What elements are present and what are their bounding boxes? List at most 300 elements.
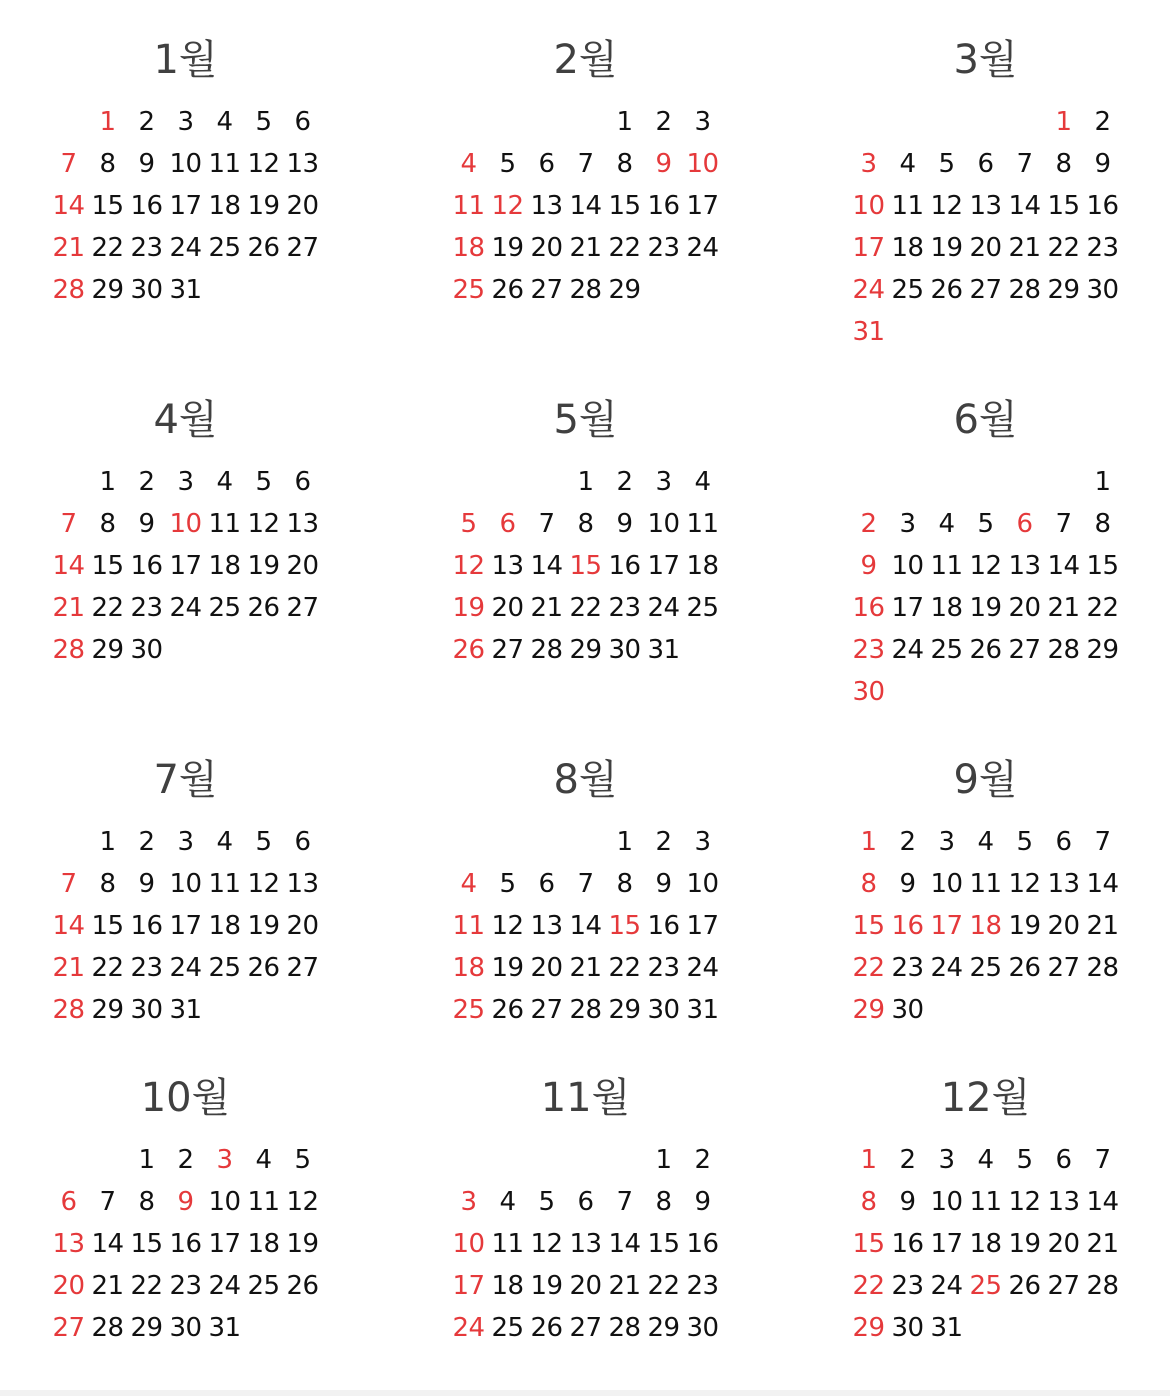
day-cell[interactable]: 29: [608, 995, 641, 1025]
day-cell[interactable]: 14: [52, 911, 85, 941]
day-cell[interactable]: 10: [647, 509, 680, 539]
day-cell[interactable]: 9: [899, 869, 916, 899]
day-cell[interactable]: 25: [452, 995, 485, 1025]
day-cell[interactable]: 19: [491, 233, 524, 263]
day-cell[interactable]: 11: [452, 911, 485, 941]
day-cell[interactable]: 28: [1047, 635, 1080, 665]
day-cell[interactable]: 17: [169, 551, 202, 581]
day-cell[interactable]: 26: [247, 233, 280, 263]
day-cell[interactable]: 17: [208, 1229, 241, 1259]
day-cell[interactable]: 5: [255, 467, 272, 497]
day-cell[interactable]: 24: [169, 593, 202, 623]
day-cell[interactable]: 18: [208, 191, 241, 221]
day-cell[interactable]: 10: [169, 149, 202, 179]
day-cell[interactable]: 10: [852, 191, 885, 221]
day-cell[interactable]: 17: [686, 191, 719, 221]
day-cell[interactable]: 20: [286, 911, 319, 941]
day-cell[interactable]: 10: [169, 509, 202, 539]
day-cell[interactable]: 27: [1008, 635, 1041, 665]
day-cell[interactable]: 2: [655, 107, 672, 137]
day-cell[interactable]: 23: [130, 593, 163, 623]
day-cell[interactable]: 17: [452, 1271, 485, 1301]
day-cell[interactable]: 28: [569, 275, 602, 305]
day-cell[interactable]: 6: [499, 509, 516, 539]
month-title[interactable]: 8월: [553, 757, 618, 803]
day-cell[interactable]: 10: [930, 869, 963, 899]
day-cell[interactable]: 6: [977, 149, 994, 179]
day-cell[interactable]: 12: [930, 191, 963, 221]
day-cell[interactable]: 8: [99, 869, 116, 899]
day-cell[interactable]: 13: [286, 509, 319, 539]
day-cell[interactable]: 5: [460, 509, 477, 539]
day-cell[interactable]: 31: [686, 995, 719, 1025]
day-cell[interactable]: 7: [60, 149, 77, 179]
day-cell[interactable]: 27: [530, 275, 563, 305]
day-cell[interactable]: 30: [169, 1313, 202, 1343]
day-cell[interactable]: 14: [91, 1229, 124, 1259]
day-cell[interactable]: 21: [52, 233, 85, 263]
day-cell[interactable]: 19: [969, 593, 1002, 623]
day-cell[interactable]: 26: [491, 995, 524, 1025]
day-cell[interactable]: 6: [538, 149, 555, 179]
day-cell[interactable]: 5: [977, 509, 994, 539]
day-cell[interactable]: 15: [130, 1229, 163, 1259]
day-cell[interactable]: 18: [247, 1229, 280, 1259]
month-title[interactable]: 2월: [553, 37, 618, 83]
day-cell[interactable]: 23: [608, 593, 641, 623]
day-cell[interactable]: 27: [1047, 953, 1080, 983]
day-cell[interactable]: 9: [1094, 149, 1111, 179]
day-cell[interactable]: 14: [1086, 869, 1119, 899]
day-cell[interactable]: 5: [499, 149, 516, 179]
day-cell[interactable]: 24: [452, 1313, 485, 1343]
day-cell[interactable]: 24: [208, 1271, 241, 1301]
day-cell[interactable]: 16: [130, 551, 163, 581]
day-cell[interactable]: 9: [177, 1187, 194, 1217]
day-cell[interactable]: 15: [852, 911, 885, 941]
month-title[interactable]: 5월: [553, 397, 618, 443]
day-cell[interactable]: 3: [938, 827, 955, 857]
day-cell[interactable]: 11: [208, 509, 241, 539]
day-cell[interactable]: 7: [1094, 827, 1111, 857]
day-cell[interactable]: 26: [452, 635, 485, 665]
month-title[interactable]: 12월: [940, 1075, 1031, 1121]
day-cell[interactable]: 22: [852, 953, 885, 983]
day-cell[interactable]: 12: [247, 149, 280, 179]
day-cell[interactable]: 23: [647, 953, 680, 983]
day-cell[interactable]: 15: [91, 551, 124, 581]
day-cell[interactable]: 30: [130, 635, 163, 665]
day-cell[interactable]: 27: [1047, 1271, 1080, 1301]
day-cell[interactable]: 16: [647, 191, 680, 221]
day-cell[interactable]: 20: [286, 551, 319, 581]
day-cell[interactable]: 4: [460, 869, 477, 899]
day-cell[interactable]: 2: [899, 827, 916, 857]
day-cell[interactable]: 6: [294, 467, 311, 497]
day-cell[interactable]: 17: [169, 911, 202, 941]
day-cell[interactable]: 16: [130, 191, 163, 221]
day-cell[interactable]: 19: [452, 593, 485, 623]
day-cell[interactable]: 5: [499, 869, 516, 899]
day-cell[interactable]: 18: [969, 1229, 1002, 1259]
day-cell[interactable]: 29: [1086, 635, 1119, 665]
day-cell[interactable]: 30: [891, 1313, 924, 1343]
day-cell[interactable]: 26: [969, 635, 1002, 665]
day-cell[interactable]: 1: [577, 467, 594, 497]
day-cell[interactable]: 22: [91, 233, 124, 263]
day-cell[interactable]: 28: [52, 995, 85, 1025]
day-cell[interactable]: 14: [52, 191, 85, 221]
day-cell[interactable]: 21: [1086, 911, 1119, 941]
day-cell[interactable]: 7: [60, 869, 77, 899]
day-cell[interactable]: 12: [491, 911, 524, 941]
day-cell[interactable]: 14: [569, 191, 602, 221]
day-cell[interactable]: 14: [569, 911, 602, 941]
day-cell[interactable]: 25: [969, 1271, 1002, 1301]
day-cell[interactable]: 29: [852, 995, 885, 1025]
day-cell[interactable]: 25: [452, 275, 485, 305]
day-cell[interactable]: 25: [247, 1271, 280, 1301]
day-cell[interactable]: 8: [138, 1187, 155, 1217]
day-cell[interactable]: 29: [569, 635, 602, 665]
day-cell[interactable]: 1: [655, 1145, 672, 1175]
day-cell[interactable]: 28: [569, 995, 602, 1025]
day-cell[interactable]: 12: [1008, 1187, 1041, 1217]
day-cell[interactable]: 25: [491, 1313, 524, 1343]
day-cell[interactable]: 1: [99, 827, 116, 857]
day-cell[interactable]: 4: [255, 1145, 272, 1175]
day-cell[interactable]: 28: [608, 1313, 641, 1343]
day-cell[interactable]: 23: [130, 953, 163, 983]
day-cell[interactable]: 15: [608, 191, 641, 221]
day-cell[interactable]: 2: [694, 1145, 711, 1175]
day-cell[interactable]: 24: [647, 593, 680, 623]
day-cell[interactable]: 22: [852, 1271, 885, 1301]
day-cell[interactable]: 18: [930, 593, 963, 623]
day-cell[interactable]: 11: [969, 1187, 1002, 1217]
day-cell[interactable]: 13: [286, 869, 319, 899]
day-cell[interactable]: 25: [686, 593, 719, 623]
day-cell[interactable]: 11: [452, 191, 485, 221]
day-cell[interactable]: 19: [491, 953, 524, 983]
day-cell[interactable]: 2: [138, 107, 155, 137]
day-cell[interactable]: 20: [491, 593, 524, 623]
day-cell[interactable]: 28: [52, 635, 85, 665]
day-cell[interactable]: 12: [1008, 869, 1041, 899]
month-title[interactable]: 9월: [953, 757, 1018, 803]
day-cell[interactable]: 25: [208, 953, 241, 983]
day-cell[interactable]: 1: [99, 107, 116, 137]
day-cell[interactable]: 24: [852, 275, 885, 305]
day-cell[interactable]: 26: [1008, 953, 1041, 983]
day-cell[interactable]: 2: [138, 827, 155, 857]
day-cell[interactable]: 13: [530, 191, 563, 221]
day-cell[interactable]: 11: [208, 869, 241, 899]
day-cell[interactable]: 8: [860, 869, 877, 899]
day-cell[interactable]: 8: [99, 149, 116, 179]
day-cell[interactable]: 29: [130, 1313, 163, 1343]
month-title[interactable]: 4월: [153, 397, 218, 443]
day-cell[interactable]: 5: [255, 107, 272, 137]
day-cell[interactable]: 1: [616, 107, 633, 137]
day-cell[interactable]: 17: [930, 911, 963, 941]
day-cell[interactable]: 1: [1055, 107, 1072, 137]
day-cell[interactable]: 7: [60, 509, 77, 539]
day-cell[interactable]: 19: [530, 1271, 563, 1301]
day-cell[interactable]: 12: [452, 551, 485, 581]
day-cell[interactable]: 3: [694, 827, 711, 857]
day-cell[interactable]: 29: [91, 635, 124, 665]
day-cell[interactable]: 20: [1008, 593, 1041, 623]
day-cell[interactable]: 1: [99, 467, 116, 497]
day-cell[interactable]: 8: [616, 869, 633, 899]
day-cell[interactable]: 3: [694, 107, 711, 137]
day-cell[interactable]: 30: [852, 677, 885, 707]
day-cell[interactable]: 15: [91, 911, 124, 941]
day-cell[interactable]: 25: [969, 953, 1002, 983]
day-cell[interactable]: 11: [891, 191, 924, 221]
day-cell[interactable]: 9: [655, 869, 672, 899]
day-cell[interactable]: 23: [1086, 233, 1119, 263]
day-cell[interactable]: 5: [1016, 1145, 1033, 1175]
day-cell[interactable]: 5: [294, 1145, 311, 1175]
day-cell[interactable]: 4: [216, 107, 233, 137]
day-cell[interactable]: 20: [530, 233, 563, 263]
day-cell[interactable]: 22: [130, 1271, 163, 1301]
day-cell[interactable]: 15: [647, 1229, 680, 1259]
day-cell[interactable]: 2: [1094, 107, 1111, 137]
day-cell[interactable]: 7: [1055, 509, 1072, 539]
day-cell[interactable]: 6: [1055, 1145, 1072, 1175]
day-cell[interactable]: 27: [286, 233, 319, 263]
day-cell[interactable]: 6: [538, 869, 555, 899]
day-cell[interactable]: 21: [1086, 1229, 1119, 1259]
day-cell[interactable]: 2: [177, 1145, 194, 1175]
day-cell[interactable]: 4: [977, 1145, 994, 1175]
day-cell[interactable]: 28: [1086, 1271, 1119, 1301]
day-cell[interactable]: 29: [852, 1313, 885, 1343]
day-cell[interactable]: 11: [686, 509, 719, 539]
day-cell[interactable]: 10: [686, 149, 719, 179]
day-cell[interactable]: 6: [60, 1187, 77, 1217]
day-cell[interactable]: 15: [91, 191, 124, 221]
day-cell[interactable]: 10: [452, 1229, 485, 1259]
day-cell[interactable]: 31: [930, 1313, 963, 1343]
day-cell[interactable]: 3: [899, 509, 916, 539]
day-cell[interactable]: 29: [1047, 275, 1080, 305]
day-cell[interactable]: 18: [969, 911, 1002, 941]
day-cell[interactable]: 7: [538, 509, 555, 539]
month-title[interactable]: 7월: [153, 757, 218, 803]
day-cell[interactable]: 24: [169, 953, 202, 983]
day-cell[interactable]: 6: [294, 107, 311, 137]
day-cell[interactable]: 10: [891, 551, 924, 581]
day-cell[interactable]: 22: [608, 953, 641, 983]
day-cell[interactable]: 27: [969, 275, 1002, 305]
day-cell[interactable]: 14: [608, 1229, 641, 1259]
day-cell[interactable]: 21: [608, 1271, 641, 1301]
day-cell[interactable]: 23: [852, 635, 885, 665]
day-cell[interactable]: 7: [1016, 149, 1033, 179]
day-cell[interactable]: 28: [530, 635, 563, 665]
day-cell[interactable]: 22: [91, 593, 124, 623]
day-cell[interactable]: 15: [569, 551, 602, 581]
day-cell[interactable]: 16: [686, 1229, 719, 1259]
day-cell[interactable]: 18: [452, 953, 485, 983]
day-cell[interactable]: 7: [1094, 1145, 1111, 1175]
day-cell[interactable]: 6: [294, 827, 311, 857]
day-cell[interactable]: 1: [860, 1145, 877, 1175]
day-cell[interactable]: 4: [899, 149, 916, 179]
day-cell[interactable]: 1: [138, 1145, 155, 1175]
day-cell[interactable]: 16: [891, 911, 924, 941]
day-cell[interactable]: 13: [1047, 869, 1080, 899]
day-cell[interactable]: 2: [138, 467, 155, 497]
day-cell[interactable]: 21: [569, 233, 602, 263]
day-cell[interactable]: 10: [930, 1187, 963, 1217]
day-cell[interactable]: 5: [538, 1187, 555, 1217]
day-cell[interactable]: 22: [569, 593, 602, 623]
day-cell[interactable]: 14: [530, 551, 563, 581]
day-cell[interactable]: 30: [1086, 275, 1119, 305]
day-cell[interactable]: 1: [1094, 467, 1111, 497]
day-cell[interactable]: 23: [891, 1271, 924, 1301]
day-cell[interactable]: 17: [647, 551, 680, 581]
day-cell[interactable]: 24: [930, 1271, 963, 1301]
day-cell[interactable]: 12: [286, 1187, 319, 1217]
day-cell[interactable]: 26: [1008, 1271, 1041, 1301]
day-cell[interactable]: 4: [216, 827, 233, 857]
day-cell[interactable]: 14: [1086, 1187, 1119, 1217]
day-cell[interactable]: 30: [130, 275, 163, 305]
day-cell[interactable]: 14: [52, 551, 85, 581]
month-title[interactable]: 3월: [953, 37, 1018, 83]
day-cell[interactable]: 12: [247, 869, 280, 899]
day-cell[interactable]: 19: [930, 233, 963, 263]
day-cell[interactable]: 15: [1047, 191, 1080, 221]
day-cell[interactable]: 11: [969, 869, 1002, 899]
day-cell[interactable]: 7: [577, 869, 594, 899]
day-cell[interactable]: 23: [891, 953, 924, 983]
day-cell[interactable]: 2: [860, 509, 877, 539]
day-cell[interactable]: 29: [608, 275, 641, 305]
day-cell[interactable]: 4: [977, 827, 994, 857]
day-cell[interactable]: 8: [655, 1187, 672, 1217]
day-cell[interactable]: 28: [1086, 953, 1119, 983]
day-cell[interactable]: 4: [938, 509, 955, 539]
day-cell[interactable]: 14: [1047, 551, 1080, 581]
day-cell[interactable]: 11: [491, 1229, 524, 1259]
day-cell[interactable]: 9: [694, 1187, 711, 1217]
day-cell[interactable]: 12: [969, 551, 1002, 581]
day-cell[interactable]: 1: [860, 827, 877, 857]
day-cell[interactable]: 8: [1055, 149, 1072, 179]
day-cell[interactable]: 6: [1055, 827, 1072, 857]
day-cell[interactable]: 18: [491, 1271, 524, 1301]
day-cell[interactable]: 21: [91, 1271, 124, 1301]
day-cell[interactable]: 28: [52, 275, 85, 305]
day-cell[interactable]: 24: [891, 635, 924, 665]
day-cell[interactable]: 16: [647, 911, 680, 941]
day-cell[interactable]: 11: [247, 1187, 280, 1217]
day-cell[interactable]: 9: [616, 509, 633, 539]
day-cell[interactable]: 27: [491, 635, 524, 665]
day-cell[interactable]: 24: [686, 953, 719, 983]
day-cell[interactable]: 9: [138, 509, 155, 539]
day-cell[interactable]: 28: [91, 1313, 124, 1343]
day-cell[interactable]: 8: [616, 149, 633, 179]
day-cell[interactable]: 3: [177, 467, 194, 497]
day-cell[interactable]: 21: [569, 953, 602, 983]
day-cell[interactable]: 30: [686, 1313, 719, 1343]
day-cell[interactable]: 5: [1016, 827, 1033, 857]
day-cell[interactable]: 13: [1008, 551, 1041, 581]
day-cell[interactable]: 6: [1016, 509, 1033, 539]
day-cell[interactable]: 20: [52, 1271, 85, 1301]
day-cell[interactable]: 2: [655, 827, 672, 857]
month-title[interactable]: 6월: [953, 397, 1018, 443]
day-cell[interactable]: 25: [891, 275, 924, 305]
day-cell[interactable]: 30: [608, 635, 641, 665]
day-cell[interactable]: 25: [208, 593, 241, 623]
day-cell[interactable]: 3: [938, 1145, 955, 1175]
day-cell[interactable]: 3: [460, 1187, 477, 1217]
day-cell[interactable]: 14: [1008, 191, 1041, 221]
day-cell[interactable]: 16: [130, 911, 163, 941]
day-cell[interactable]: 21: [1047, 593, 1080, 623]
month-title[interactable]: 11월: [540, 1075, 631, 1121]
day-cell[interactable]: 7: [99, 1187, 116, 1217]
day-cell[interactable]: 31: [208, 1313, 241, 1343]
day-cell[interactable]: 6: [577, 1187, 594, 1217]
day-cell[interactable]: 27: [286, 593, 319, 623]
day-cell[interactable]: 29: [91, 275, 124, 305]
day-cell[interactable]: 13: [530, 911, 563, 941]
day-cell[interactable]: 19: [247, 191, 280, 221]
day-cell[interactable]: 16: [891, 1229, 924, 1259]
day-cell[interactable]: 4: [460, 149, 477, 179]
day-cell[interactable]: 4: [499, 1187, 516, 1217]
day-cell[interactable]: 16: [1086, 191, 1119, 221]
day-cell[interactable]: 11: [208, 149, 241, 179]
day-cell[interactable]: 26: [930, 275, 963, 305]
day-cell[interactable]: 19: [1008, 911, 1041, 941]
day-cell[interactable]: 19: [247, 551, 280, 581]
day-cell[interactable]: 31: [647, 635, 680, 665]
day-cell[interactable]: 13: [286, 149, 319, 179]
day-cell[interactable]: 21: [52, 593, 85, 623]
day-cell[interactable]: 22: [91, 953, 124, 983]
day-cell[interactable]: 31: [169, 995, 202, 1025]
day-cell[interactable]: 22: [1086, 593, 1119, 623]
day-cell[interactable]: 5: [255, 827, 272, 857]
day-cell[interactable]: 22: [608, 233, 641, 263]
day-cell[interactable]: 8: [860, 1187, 877, 1217]
day-cell[interactable]: 17: [686, 911, 719, 941]
day-cell[interactable]: 17: [891, 593, 924, 623]
day-cell[interactable]: 18: [208, 911, 241, 941]
day-cell[interactable]: 28: [1008, 275, 1041, 305]
day-cell[interactable]: 9: [655, 149, 672, 179]
day-cell[interactable]: 16: [852, 593, 885, 623]
day-cell[interactable]: 25: [208, 233, 241, 263]
day-cell[interactable]: 27: [52, 1313, 85, 1343]
day-cell[interactable]: 18: [891, 233, 924, 263]
day-cell[interactable]: 26: [530, 1313, 563, 1343]
day-cell[interactable]: 31: [852, 317, 885, 347]
day-cell[interactable]: 27: [286, 953, 319, 983]
day-cell[interactable]: 29: [91, 995, 124, 1025]
